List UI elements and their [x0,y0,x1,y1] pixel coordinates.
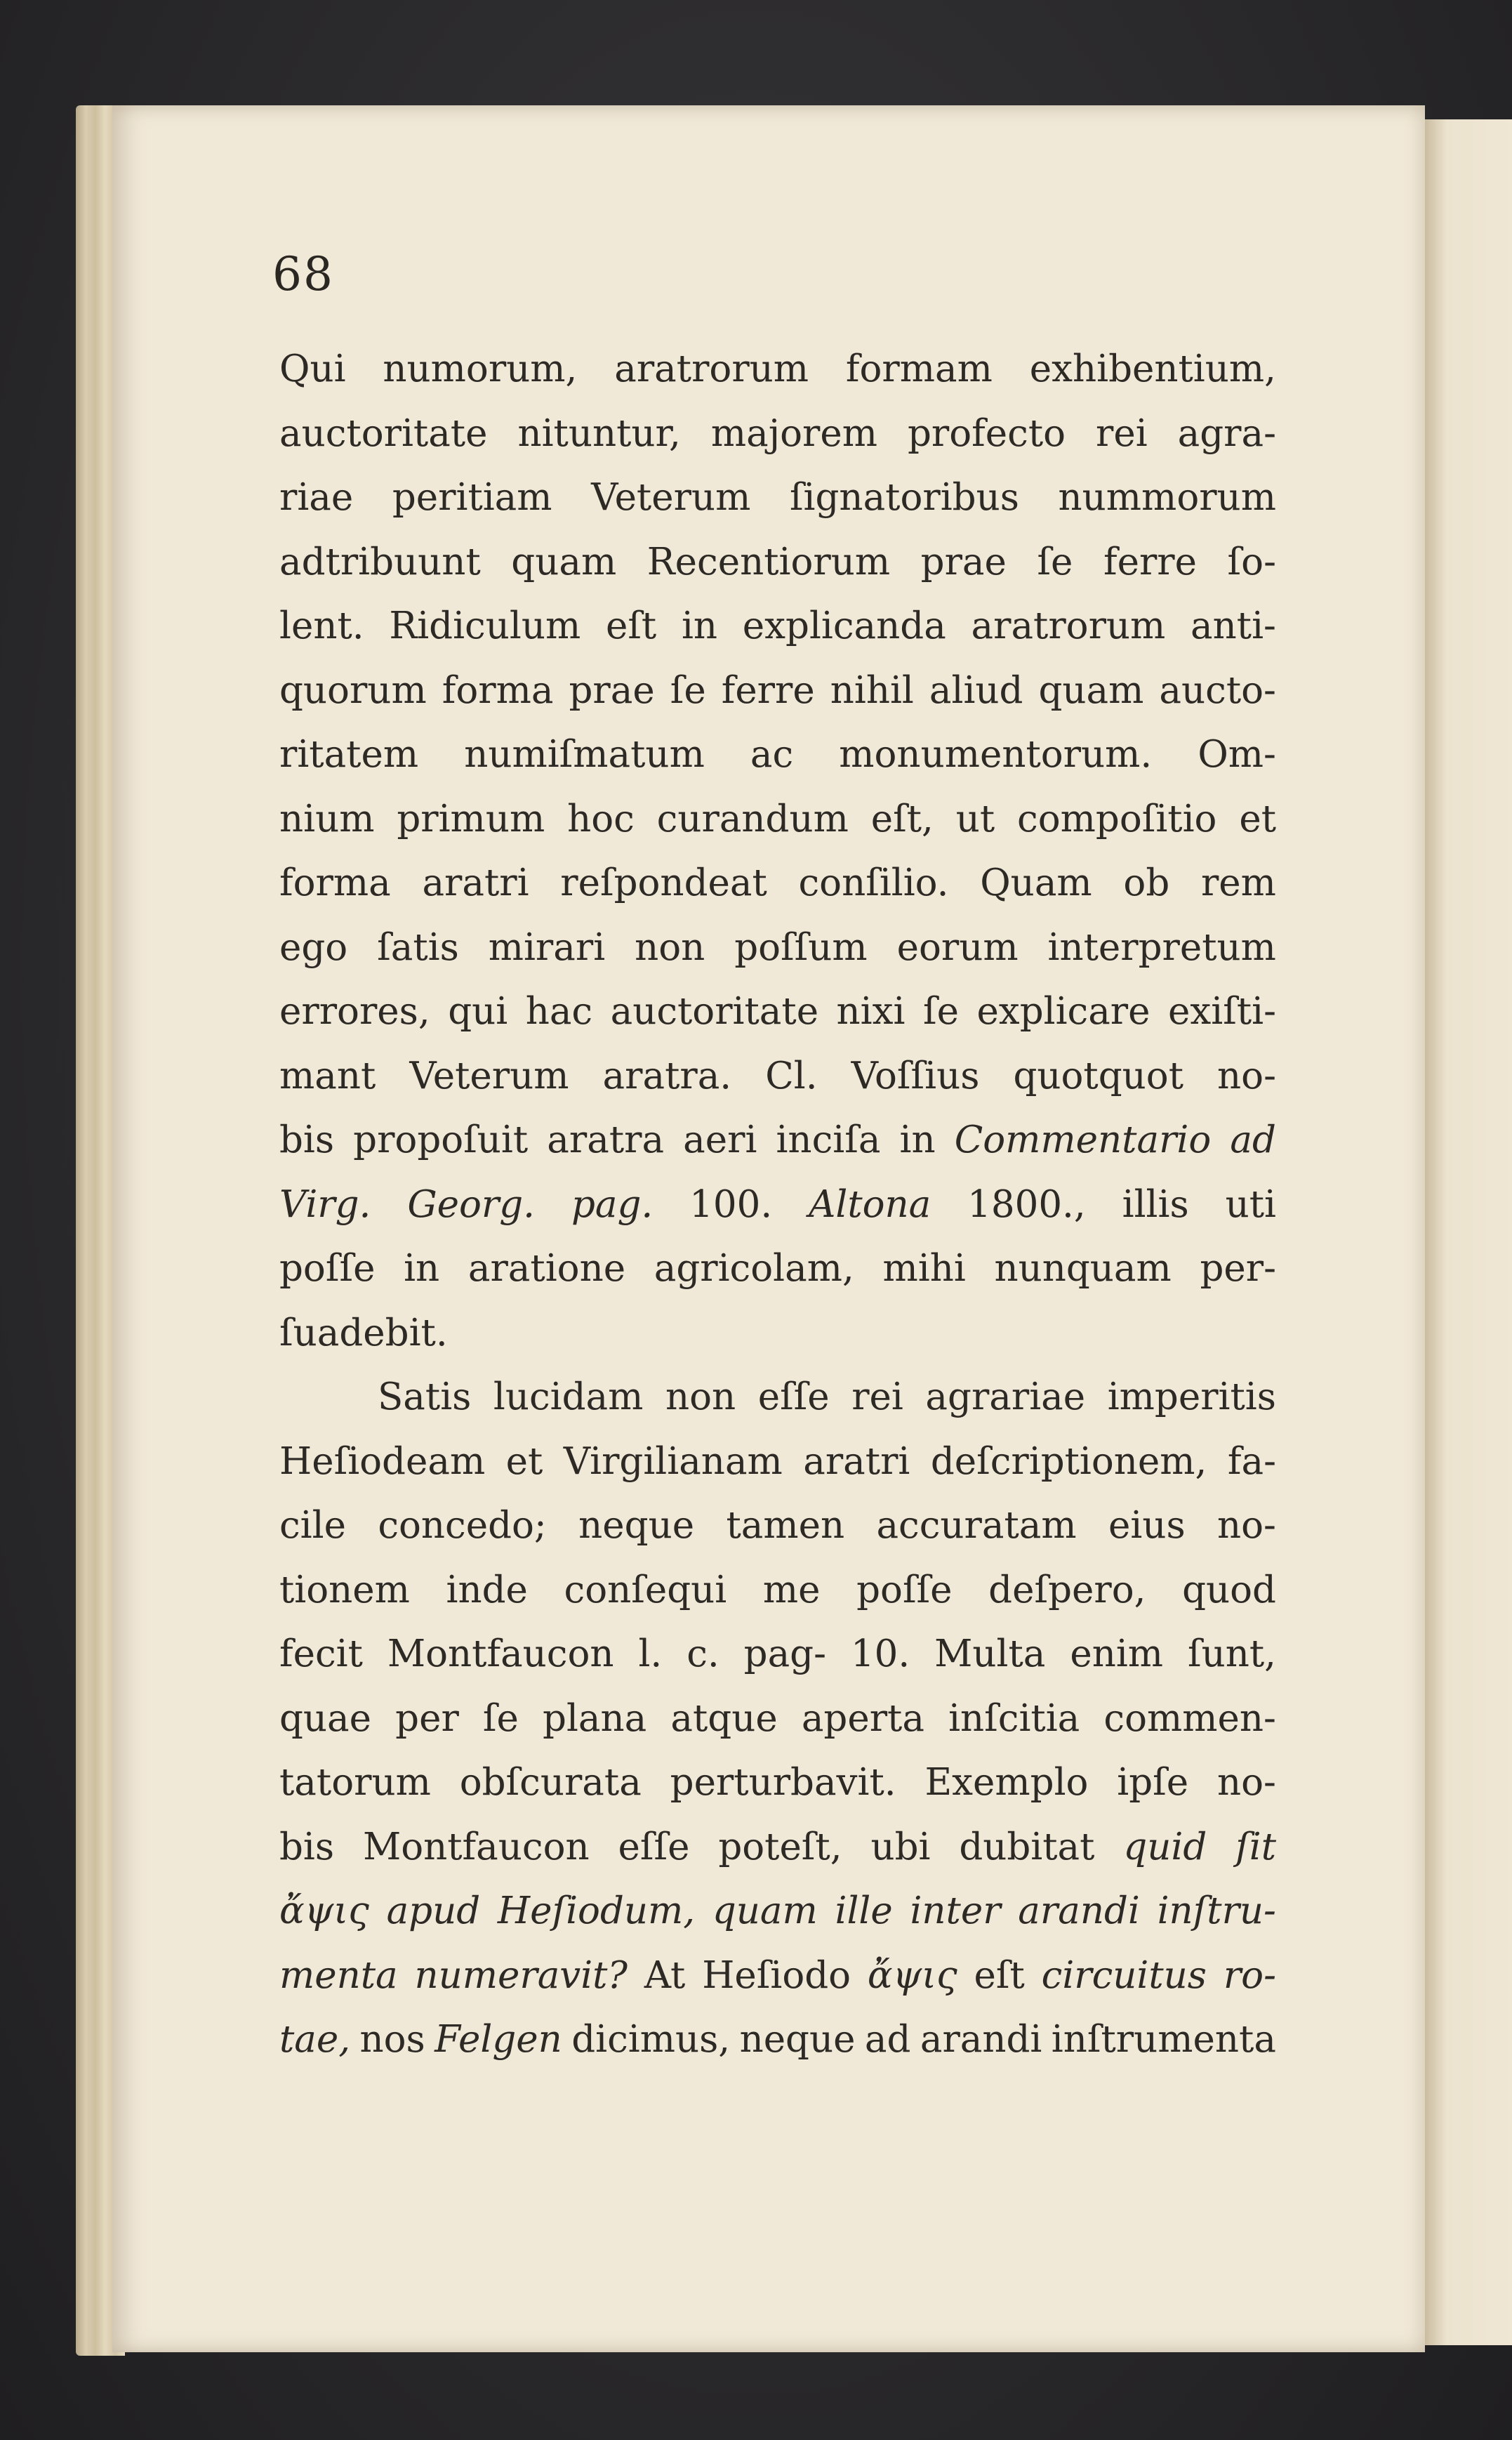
word: pag. [571,1182,654,1226]
word: Exemplo [924,1761,1089,1804]
text-line [279,916,1276,980]
word: quae [279,1696,372,1740]
word: inſtrumenta [1051,2018,1276,2061]
word: non [665,1376,736,1418]
text-line [279,530,1276,595]
text-line [279,2007,1276,2072]
word: bis [279,1119,335,1161]
word: reſpondeat [560,862,767,904]
word: Voſſius [851,1054,980,1097]
word: mant [279,1054,376,1097]
word: inde [446,1568,528,1611]
word: quod [1182,1568,1276,1611]
word: nos [359,2018,425,2061]
word: ſuadebit. [279,1311,448,1354]
word: c. [687,1633,719,1675]
word: atque [670,1696,778,1740]
word: ſignatoribus [789,476,1019,519]
word: nituntur, [517,411,681,455]
word: aratra [547,1119,665,1161]
word: lent. [279,605,364,647]
word: agricolam, [654,1247,854,1290]
word: poſſe [279,1247,376,1290]
word: aratri [803,1439,910,1483]
word: Satis [378,1376,472,1418]
word: per [395,1696,459,1740]
text-line [279,1044,1276,1109]
word: deſpero, [988,1568,1146,1611]
word: in [899,1119,936,1161]
word: Recentiorum [646,540,891,583]
word: Georg. [407,1182,536,1226]
text-line [279,1301,1276,1366]
word: ro- [1223,1953,1276,1997]
word: accuratam [876,1504,1077,1547]
word: adtribuunt [279,540,481,583]
word: ſe [670,668,706,712]
word: eſſe [757,1376,830,1418]
word: tionem [279,1568,410,1611]
word: numeravit? [414,1953,628,1997]
word: obſcurata [459,1761,642,1804]
word: Commentario [954,1119,1212,1161]
word: 100. [689,1182,773,1226]
word: neque [739,2018,856,2061]
word: majorem [710,411,878,455]
word: propoſuit [353,1119,529,1161]
word: concedo; [378,1504,547,1547]
word: tamen [726,1504,845,1547]
word: primum [397,797,545,840]
word: per- [1200,1247,1276,1290]
word: poteſt, [718,1825,842,1868]
word: tatorum [279,1761,431,1804]
word: quam [1038,668,1144,712]
text-line [279,1622,1276,1687]
word: prae [569,668,655,712]
word: eſſe [618,1825,690,1868]
word: Altona [809,1182,931,1226]
text-line [279,787,1276,852]
word: peritiam [392,476,552,519]
text-line [279,1493,1276,1558]
word: inſtru- [1157,1890,1276,1932]
word: forma [442,668,554,712]
word: aperta [801,1696,924,1740]
word: fa- [1227,1439,1276,1483]
word: profecto [907,411,1066,455]
word: dicimus, [571,2018,731,2061]
body-text [279,337,1276,2072]
word: agra- [1177,411,1276,455]
word: ferre [1103,540,1197,583]
word: ἄψις [279,1890,369,1932]
word: poſſum [734,925,868,969]
word: curandum [656,797,849,840]
word: eius [1108,1504,1186,1547]
word: imperitis [1107,1376,1276,1418]
word: Qui [279,348,346,390]
word: quorum [279,668,427,712]
word: Montfaucon [387,1633,614,1675]
word: ille [835,1890,893,1932]
word: Cl. [765,1054,818,1097]
word: ſunt, [1187,1633,1276,1675]
word: no- [1217,1761,1276,1804]
word: ego [279,925,348,969]
word: ipſe [1117,1761,1189,1804]
word: plana [543,1696,647,1740]
word: inſcitia [948,1696,1080,1740]
word: arandi [920,2018,1042,2061]
word: arandi [1018,1890,1140,1932]
word: aratrorum [971,605,1166,647]
word: ſe [922,990,959,1033]
word: agrariae [925,1376,1086,1418]
word: eorum [896,925,1019,969]
text-line [279,1430,1276,1494]
word: explicanda [742,605,946,647]
word: me [762,1568,821,1611]
text-line [279,337,1276,402]
word: tae, [279,2018,351,2061]
word: cile [279,1504,346,1547]
word: hoc [567,797,635,840]
word: commen- [1103,1696,1276,1740]
word: neque [578,1504,695,1547]
word: rem [1200,862,1276,904]
page-number: 68 [272,247,334,301]
word: numorum, [383,348,578,390]
text-line [279,1944,1276,2008]
word: Ridiculum [389,605,581,647]
word: prae [920,540,1007,583]
text-line [279,466,1276,530]
word: errores, [279,990,430,1033]
word: numiſmatum [464,733,705,776]
text-line [279,1879,1276,1944]
text-line [279,1815,1276,1880]
word: quam [712,1890,818,1932]
word: ſe [482,1696,519,1740]
word: aratri [422,862,529,904]
word: ad [864,2018,911,2061]
word: mihi [882,1247,966,1290]
facing-page [1425,119,1512,2345]
word: nihil [830,668,914,712]
word: forma [279,862,391,904]
text-line [279,1687,1276,1751]
word: in [404,1247,440,1290]
word: aucto- [1159,668,1276,712]
word: nixi [836,990,906,1033]
word: non [635,925,705,969]
word: Heſiodeam [279,1439,486,1483]
word: ſit [1235,1825,1276,1868]
word: conſilio. [798,862,949,904]
word: quam [511,540,617,583]
text-line [279,1108,1276,1173]
word: pag- [743,1633,827,1675]
word: exiſti- [1168,990,1276,1033]
text-line [279,1558,1276,1623]
word: circuitus [1041,1953,1207,1997]
word: rei [1096,411,1148,455]
word: Virgilianam [563,1439,783,1483]
text-line [279,980,1276,1044]
word: in [681,605,718,647]
word: no- [1217,1054,1276,1097]
word: interpretum [1047,925,1276,969]
word: et [1239,797,1276,840]
word: eſt, [870,797,934,840]
word: ac [750,733,794,776]
word: eſt [605,605,657,647]
word: ob [1123,862,1170,904]
text-line [279,659,1276,723]
word: deſcriptionem, [930,1439,1207,1483]
word: Quam [980,862,1092,904]
word: compoſitio [1017,797,1217,840]
word: uti [1225,1182,1276,1226]
text-line [279,1173,1276,1237]
word: aratrorum [614,348,809,390]
word: illis [1122,1182,1189,1226]
word: aliud [929,668,1023,712]
word: nunquam [994,1247,1172,1290]
word: monumentorum. [839,733,1153,776]
word: quid [1123,1825,1207,1868]
word: ſo- [1227,540,1276,583]
word: menta [279,1953,398,1997]
word: nium [279,797,375,840]
word: Om- [1198,733,1276,776]
word: et [505,1439,543,1483]
word: apud [386,1890,481,1932]
word: nummorum [1058,476,1276,519]
word: l. [638,1633,663,1675]
word: ferre [721,668,815,712]
word: fecit [279,1633,363,1675]
word: eſt [974,1953,1025,1997]
text-line [279,402,1276,466]
word: Heſiodo [702,1953,851,1997]
word: Multa [934,1633,1046,1675]
word: ut [955,797,995,840]
word: ubi [870,1825,931,1868]
word: no- [1217,1504,1276,1547]
word: At [644,1953,686,1997]
word: ſe [1037,540,1073,583]
text-line [279,594,1276,659]
word: exhibentium, [1029,348,1276,390]
word: Veterum [591,476,751,519]
word: aratione [467,1247,626,1290]
word: rei [851,1376,903,1418]
word: bis [279,1825,335,1868]
word: perturbavit. [670,1761,896,1804]
word: aratra. [602,1054,732,1097]
word: formam [845,348,993,390]
word: riae [279,476,354,519]
text-line [279,1365,1276,1430]
word: Virg. [279,1182,371,1226]
word: 10. [850,1633,910,1675]
word: mirari [488,925,606,969]
word: anti- [1191,605,1276,647]
word: inter [910,1890,1001,1932]
word: aeri [683,1119,757,1161]
word: 1800., [967,1182,1086,1226]
word: qui [448,990,508,1033]
text-line [279,723,1276,787]
word: ἄψις [867,1953,957,1997]
word: ſatis [377,925,459,969]
text-line [279,1237,1276,1301]
word: explicare [976,990,1150,1033]
word: enim [1070,1633,1164,1675]
word: quotquot [1013,1054,1183,1097]
word: Felgen [435,2018,562,2061]
word: Heſiodum, [497,1890,696,1932]
word: lucidam [493,1376,644,1418]
word: poſſe [856,1568,953,1611]
word: Veterum [409,1054,569,1097]
word: Montfaucon [362,1825,590,1868]
word: auctoritate [279,411,488,455]
text-line [279,851,1276,916]
word: inciſa [776,1119,881,1161]
word: conſequi [564,1568,727,1611]
word: dubitat [959,1825,1095,1868]
word: auctoritate [610,990,819,1033]
text-line [279,1750,1276,1815]
word: ritatem [279,733,419,776]
word: ad [1230,1119,1276,1161]
word: hac [525,990,593,1033]
